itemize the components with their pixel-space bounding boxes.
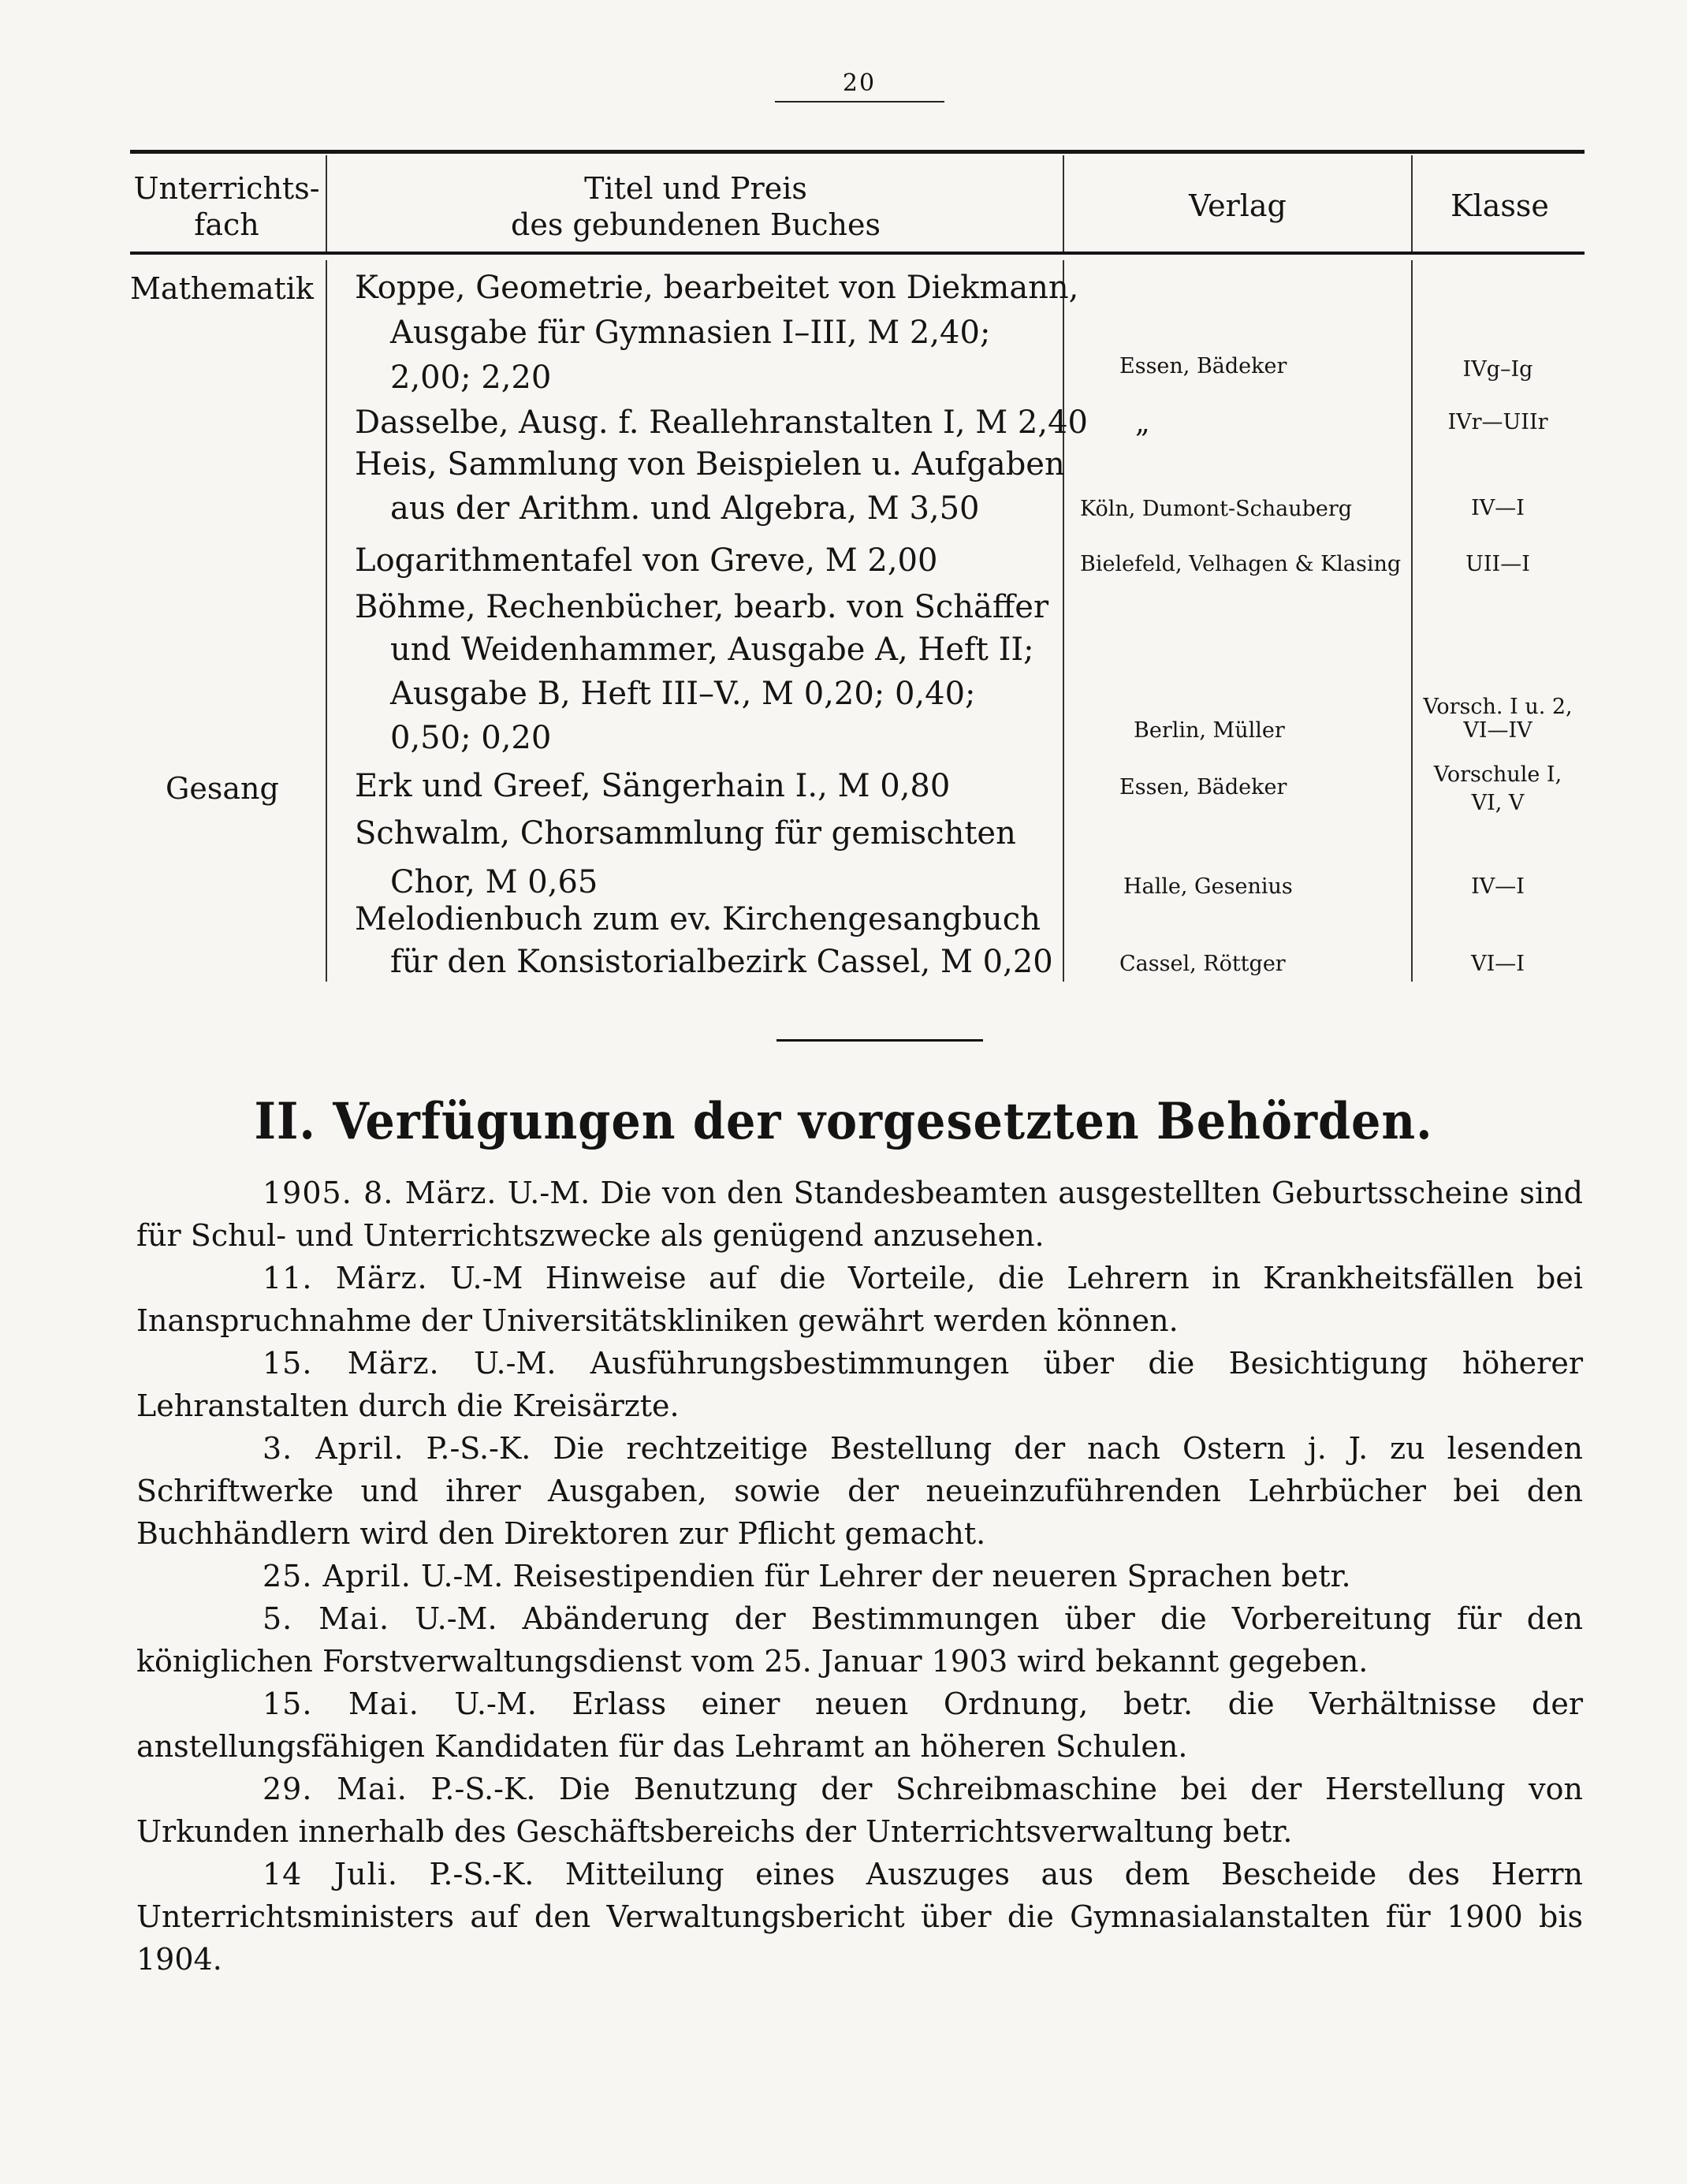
title-line: Melodienbuch zum ev. Kirchengesangbuch (355, 901, 1041, 937)
decree-text: P.-S.-K. Mitteilung eines Auszuges aus dem Bescheide des Herrn Unterrichtsministers auf den Verwaltungsbericht über die Gymnasialanstalten für 1900 bis 1904. (136, 1857, 1583, 1977)
section-heading: II. Verfügungen der vorgesetzten Behörden. (254, 1092, 1433, 1151)
decree-text: U.-M. Die von den Standesbeamten ausgestellten Geburtsscheine sind für Schul- und Unterrichtszwecke als genügend anzusehen. (136, 1176, 1584, 1253)
decree-date: 11. März. (263, 1261, 428, 1295)
title-line: und Weidenhammer, Ausgabe A, Heft II; (390, 632, 1034, 668)
class-cell: Vorschule I, (1433, 762, 1562, 787)
column-divider (326, 155, 327, 252)
decree-entry (136, 1597, 1583, 1683)
title-line: für den Konsistorialbezirk Cassel, M 0,20 (390, 944, 1053, 980)
publisher-cell: Halle, Gesenius (1123, 874, 1293, 899)
subject-cell: Gesang (166, 771, 279, 806)
decree-date: 5. Mai. (263, 1601, 390, 1636)
class-cell: VI—I (1471, 952, 1525, 976)
class-cell: IVr—UIIr (1447, 410, 1548, 434)
decree-date: 14 Juli. (263, 1857, 398, 1891)
class-cell: Vorsch. I u. 2, (1423, 695, 1573, 719)
decree-entry (136, 1555, 1583, 1597)
header-publisher: Verlag (1189, 188, 1287, 223)
table-header-rule (130, 252, 1585, 255)
decree-text: U.-M Hinweise auf die Vorteile, die Lehrern in Krankheitsfällen bei Inanspruchnahme der Universitätskliniken gewährt werden können. (136, 1261, 1583, 1338)
publisher-cell: Berlin, Müller (1134, 718, 1285, 743)
class-cell: VI, V (1471, 791, 1525, 815)
publisher-cell: Cassel, Röttger (1119, 952, 1286, 976)
section-divider (776, 1039, 983, 1042)
publisher-cell: Köln, Dumont-Schauberg (1080, 497, 1353, 521)
title-line: Chor, M 0,65 (390, 864, 598, 900)
page-number-rule (775, 101, 944, 102)
decree-text: U.-M. Reisestipendien für Lehrer der neueren Sprachen betr. (420, 1559, 1351, 1593)
header-class: Klasse (1451, 188, 1549, 223)
decree-text: U.-M. Abänderung der Bestimmungen über die Vorbereitung für den königlichen Forstverwaltungsdienst vom 25. Januar 1903 wird bekannt gegeben. (136, 1601, 1583, 1679)
subject-cell: Mathematik (130, 271, 314, 306)
title-line: Ausgabe für Gymnasien I–III, M 2,40; (390, 315, 991, 351)
table-top-rule (130, 150, 1585, 154)
publisher-cell: Essen, Bädeker (1119, 775, 1287, 799)
title-line: Koppe, Geometrie, bearbeitet von Diekmann, (355, 270, 1079, 306)
decree-date: 25. April. (263, 1559, 412, 1593)
publisher-cell: Essen, Bädeker (1119, 354, 1287, 378)
column-divider (1063, 155, 1064, 252)
title-line: Schwalm, Chorsammlung für gemischten (355, 815, 1016, 852)
decree-date: 15. März. (263, 1346, 440, 1381)
header-title: Titel und Preis des gebundenen Buches (511, 171, 881, 242)
decree-entry (136, 1342, 1583, 1427)
class-cell: IVg–Ig (1462, 357, 1533, 382)
column-divider (1411, 155, 1413, 252)
title-line: Dasselbe, Ausg. f. Reallehranstalten I, M 2,40 (355, 404, 1088, 441)
decree-text: P.-S.-K. Die Benutzung der Schreibmaschine bei der Herstellung von Urkunden innerhalb des Geschäftsbereichs der Unterrichtsverwaltung betr. (136, 1772, 1583, 1849)
class-cell: UII—I (1465, 552, 1530, 576)
decree-entry (136, 1172, 1583, 1257)
title-line: 0,50; 0,20 (390, 720, 552, 756)
title-line: Heis, Sammlung von Beispielen u. Aufgaben (355, 446, 1065, 483)
column-divider (1063, 260, 1064, 982)
title-line: Böhme, Rechenbücher, bearb. von Schäffer (355, 589, 1049, 625)
class-cell: IV—I (1471, 874, 1525, 899)
title-line: Logarithmentafel von Greve, M 2,00 (355, 542, 938, 579)
decree-entry (136, 1683, 1583, 1768)
header-subject: Unterrichts- fach (133, 171, 320, 242)
decree-text: U.-M. Erlass einer neuen Ordnung, betr. die Verhältnisse der anstellungsfähigen Kandidaten für das Lehramt an höheren Schulen. (136, 1686, 1583, 1764)
page-number: 20 (842, 69, 877, 97)
class-cell: IV—I (1471, 496, 1525, 520)
decree-date: 1905. 8. März. (263, 1176, 497, 1210)
decree-entry (136, 1768, 1583, 1853)
class-cell: VI—IV (1463, 718, 1532, 743)
title-line: aus der Arithm. und Algebra, M 3,50 (390, 490, 980, 527)
title-line: Ausgabe B, Heft III–V., M 0,20; 0,40; (390, 676, 976, 712)
decree-entry (136, 1257, 1583, 1342)
decree-date: 29. Mai. (263, 1772, 408, 1806)
title-line: Erk und Greef, Sängerhain I., M 0,80 (355, 768, 951, 804)
decree-text: P.-S.-K. Die rechtzeitige Bestellung der nach Ostern j. J. zu lesenden Schriftwerke und ihrer Ausgaben, sowie der neueinzuführenden Lehrbücher bei den Buchhändlern wird den Direktoren zur Pflicht gemacht. (136, 1431, 1583, 1551)
publisher-cell: „ (1135, 407, 1150, 439)
decree-date: 15. Mai. (263, 1686, 419, 1721)
title-line: 2,00; 2,20 (390, 360, 552, 396)
column-divider (1411, 260, 1413, 982)
publisher-cell: Bielefeld, Velhagen & Klasing (1080, 552, 1402, 576)
decree-text: U.-M. Ausführungsbestimmungen über die Besichtigung höherer Lehranstalten durch die Kreisärzte. (136, 1346, 1583, 1423)
decree-date: 3. April. (263, 1431, 404, 1466)
decree-entry (136, 1853, 1583, 1981)
column-divider (326, 260, 327, 982)
decree-entry (136, 1427, 1583, 1555)
